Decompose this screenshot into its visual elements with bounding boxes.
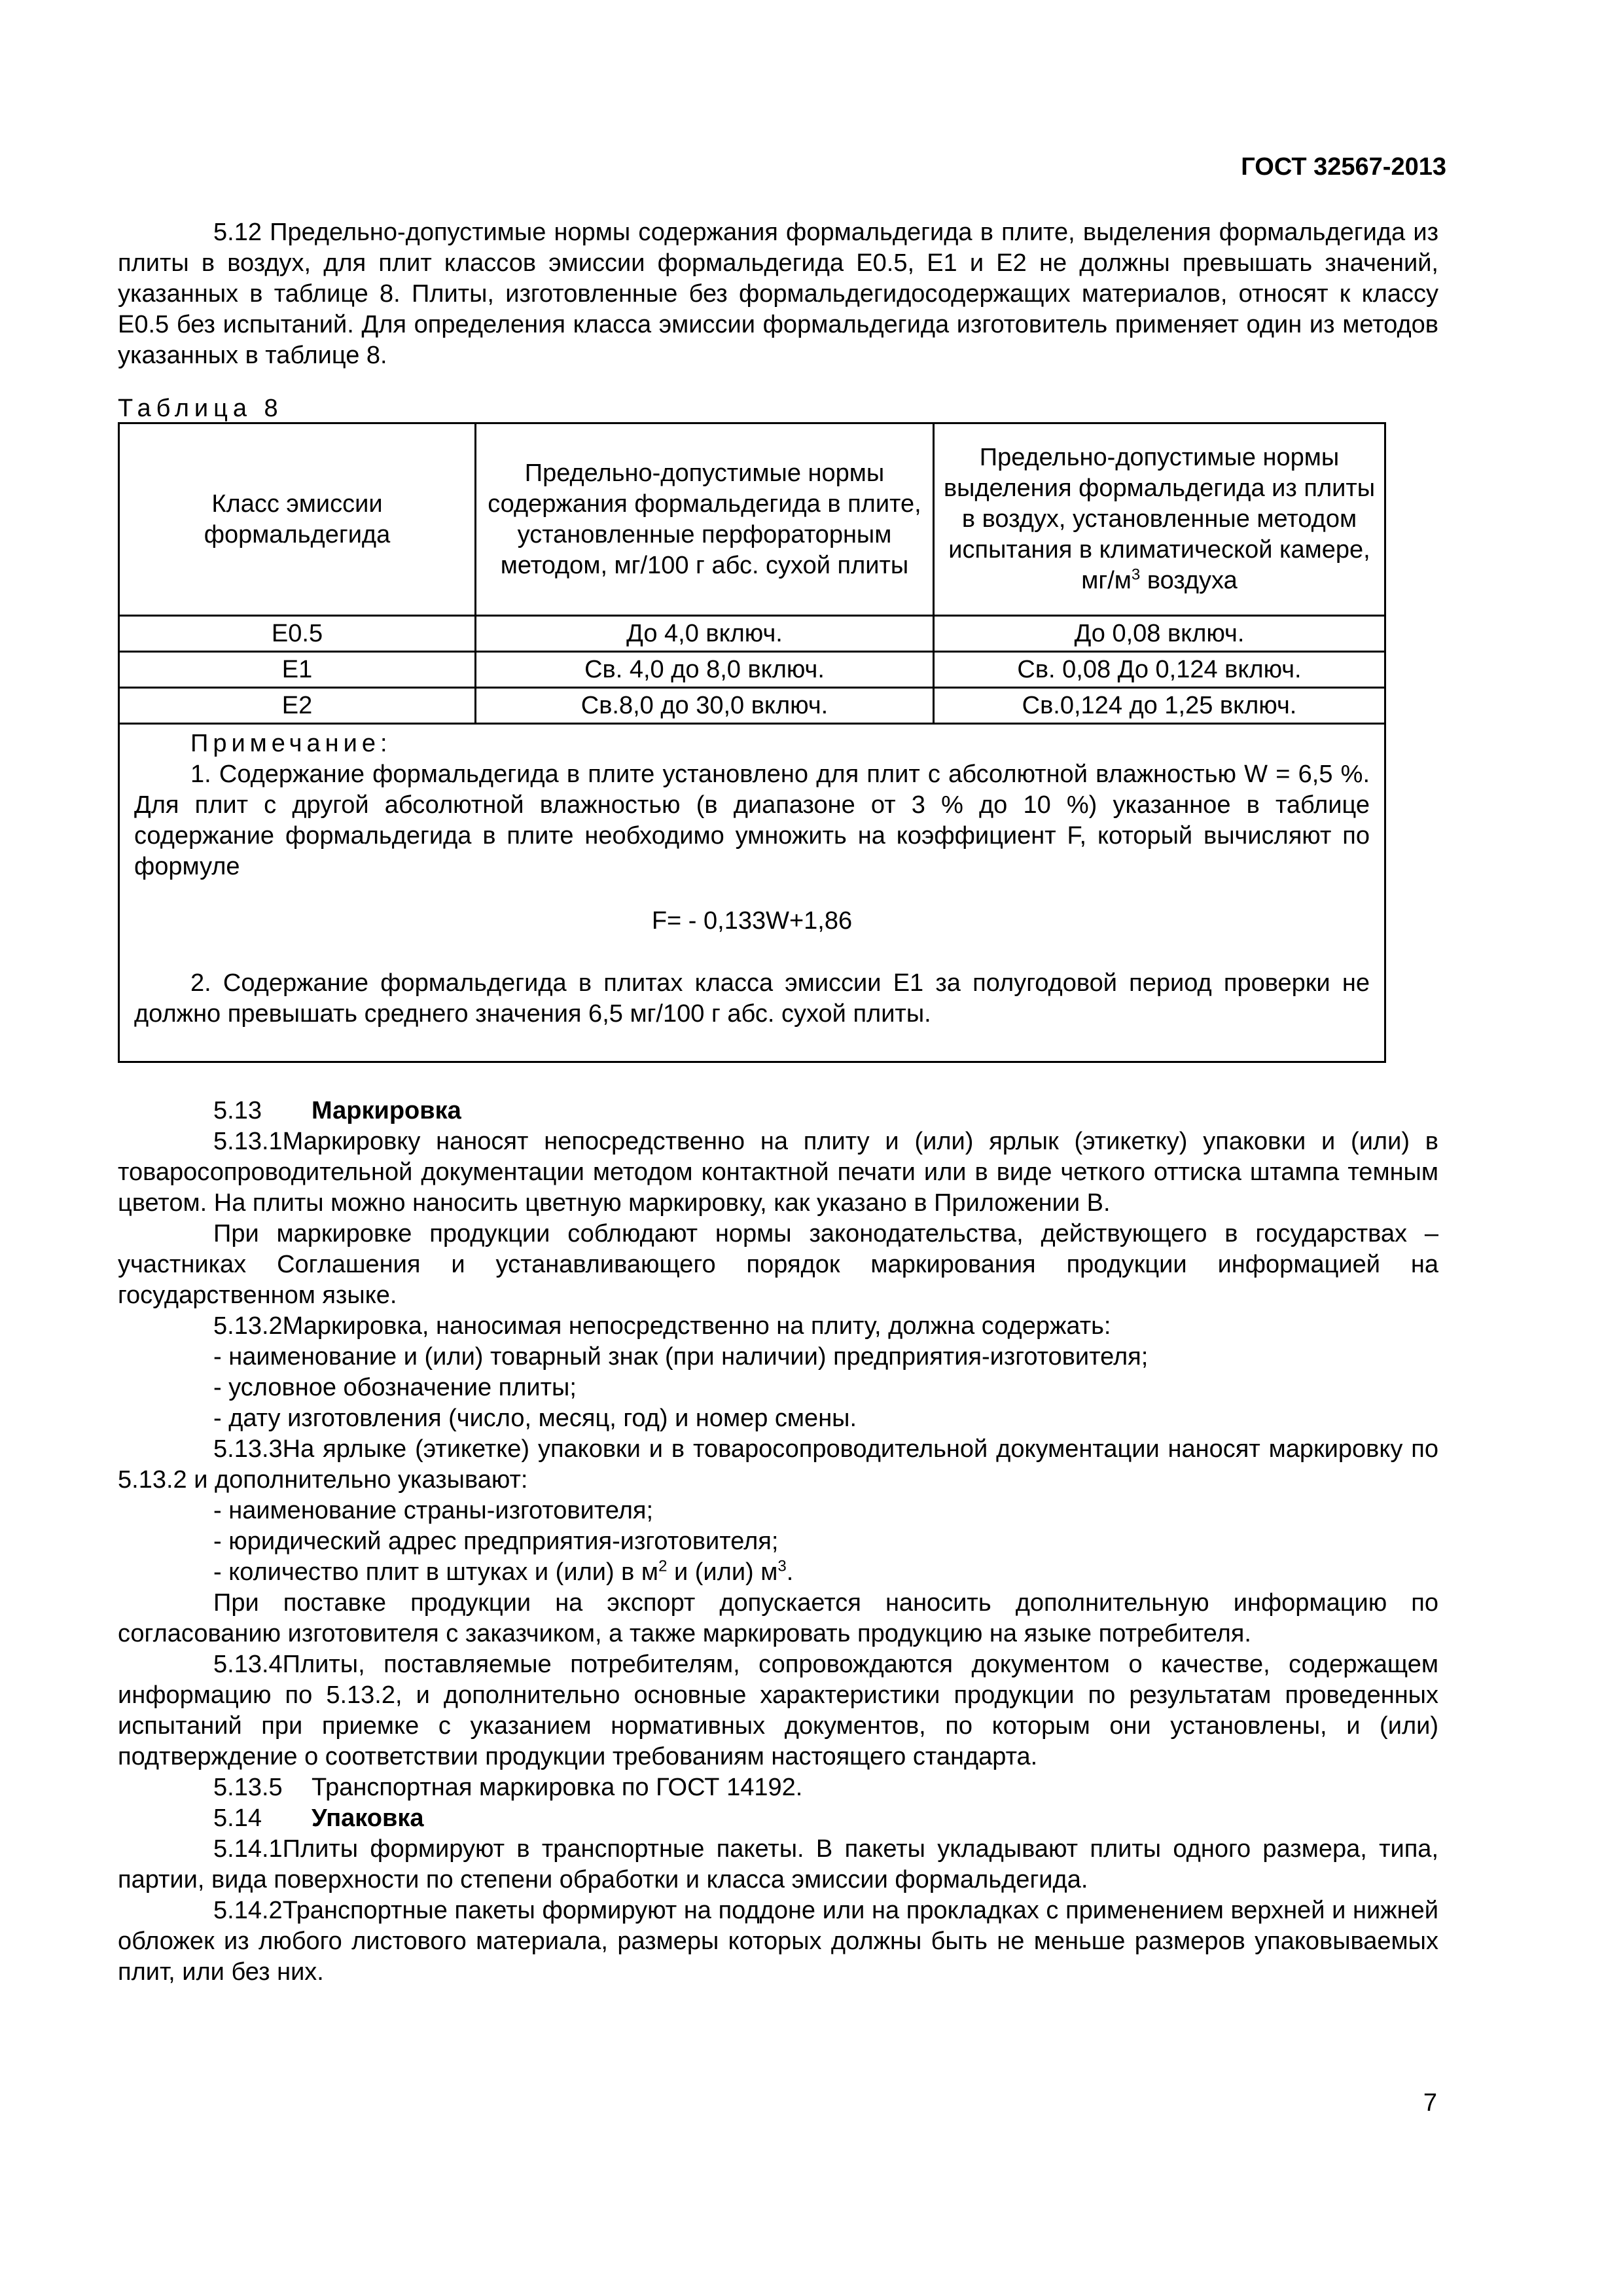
table-header-row	[119, 423, 1385, 616]
table-note	[119, 724, 1385, 1062]
clause-5-13-5: 5.13.5 Транспортная маркировка по ГОСТ 14192.	[213, 1774, 803, 1801]
clause-5-13-2: 5.13.2Маркировка, наносимая непосредственно на плиту, должна содержать:	[213, 1312, 1111, 1340]
formula: F= - 0,133W+1,86	[651, 907, 853, 935]
clause-5-13-3: 5.13.3На ярлыке (этикетке) упаковки и в товаросопроводительной документации наносят маркировку по 5.13.2 и дополнительно указывают:	[118, 1435, 1438, 1494]
document-code: ГОСТ 32567-2013	[1241, 153, 1446, 181]
list-item: - юридический адрес предприятия-изготовителя;	[213, 1528, 779, 1555]
table-8	[118, 422, 1386, 1063]
paragraph: При маркировке продукции соблюдают нормы законодательства, действующего в государствах – участниках Соглашения и устанавливающего порядок маркирования продукции информацией на государственном языке.	[118, 1220, 1438, 1309]
header-chamber-norms: Предельно-допустимые нормы выделения формальдегида из плиты в воздух, установленные методом испытания в климатической камере, $мг/м^3$ воздуха	[934, 423, 1385, 616]
section-heading: 5.13 Маркировка	[213, 1097, 461, 1124]
section-heading: 5.14 Упаковка	[213, 1804, 424, 1832]
clause-5-13-4: 5.13.4Плиты, поставляемые потребителям, сопровождаются документом о качестве, содержащем информацию по 5.13.2, и дополнительно основные характеристики продукции по результатам проведенных испытаний при приемке с указанием нормативных документов, по которым они установлены, и (или) подтверждение о соответствии продукции требованиям настоящего стандарта.	[118, 1651, 1438, 1770]
section-5-14	[118, 1803, 1438, 1988]
list-item: - условное обозначение плиты;	[213, 1374, 577, 1401]
clause-5-12: 5.12 Предельно-допустимые нормы содержания формальдегида в плите, выделения формальдегида из плиты в воздух, для плит классов эмиссии формальдегида Е0.5, Е1 и Е2 не должны превышать значений, указанных в таблице 8. Плиты, изготовленные без формальдегидосодержащих материалов, относят к классу Е0.5 без испытаний. Для определения класса эмиссии формальдегида изготовитель применяет один из методов указанных в таблице 8.	[118, 219, 1438, 369]
note-1: 1. Содержание формальдегида в плите установлено для плит с абсолютной влажностью W = 6,5 %. Для плит с другой абсолютной влажностью (в диапазоне от 3 % до 10 %) указанное в таблице содержание формальдегида в плите необходимо умножить на коэффициент F, который вычисляют по формуле	[134, 761, 1370, 880]
header-emission-class: Класс эмиссии формальдегида	[119, 423, 476, 616]
clause-5-14-2: 5.14.2Транспортные пакеты формируют на поддоне или на прокладках с применением верхней и нижней обложек из любого листового материала, размеры которых должны быть не меньше размеров упаковываемых плит, или без них.	[118, 1897, 1438, 1986]
table-row: Е0.5 До 4,0 включ. До 0,08 включ.	[119, 616, 1385, 652]
table-row: Е1 Св. 4,0 до 8,0 включ. Св. 0,08 До 0,124 включ.	[119, 652, 1385, 688]
section-5-13	[118, 1096, 1438, 1803]
list-item: - наименование и (или) товарный знак (при наличии) предприятия-изготовителя;	[213, 1343, 1149, 1371]
note-label: Примечание:	[190, 730, 392, 757]
paragraph: При поставке продукции на экспорт допускается наносить дополнительную информацию по согласованию изготовителя с заказчиком, а также маркировать продукцию на языке потребителя.	[118, 1589, 1438, 1647]
page-number: 7	[1423, 2089, 1437, 2117]
table-note-row	[119, 724, 1385, 1062]
clause-5-13-1: 5.13.1Маркировку наносят непосредственно на плиту и (или) ярлык (этикетку) упаковки и (или) в товаросопроводительной документации методом контактной печати или в виде четкого оттиска штампа темным цветом. На плиты можно наносить цветную маркировку, как указано в Приложении В.	[118, 1128, 1438, 1217]
note-2: 2. Содержание формальдегида в плитах класса эмиссии Е1 за полугодовой период проверки не должно превышать среднего значения 6,5 мг/100 г абс. сухой плиты.	[134, 969, 1370, 1028]
list-item: - наименование страны-изготовителя;	[213, 1497, 654, 1524]
clause-5-14-1: 5.14.1Плиты формируют в транспортные пакеты. В пакеты укладывают плиты одного размера, типа, партии, вида поверхности по степени обработки и класса эмиссии формальдегида.	[118, 1835, 1438, 1893]
superscript: 3	[1131, 565, 1141, 584]
table-row: Е2 Св.8,0 до 30,0 включ. Св.0,124 до 1,25 включ.	[119, 688, 1385, 724]
header-perforator-norms: Предельно-допустимые нормы содержания формальдегида в плите, установленные перфораторным методом, мг/100 г абс. сухой плиты	[476, 423, 934, 616]
document-body	[118, 217, 1438, 1988]
table-caption: Таблица 8	[118, 395, 283, 422]
list-item: - дату изготовления (число, месяц, год) и номер смены.	[213, 1405, 857, 1432]
list-item: - количество плит в штуках и (или) в $м^2$ и (или) $м^3$.	[213, 1557, 794, 1586]
